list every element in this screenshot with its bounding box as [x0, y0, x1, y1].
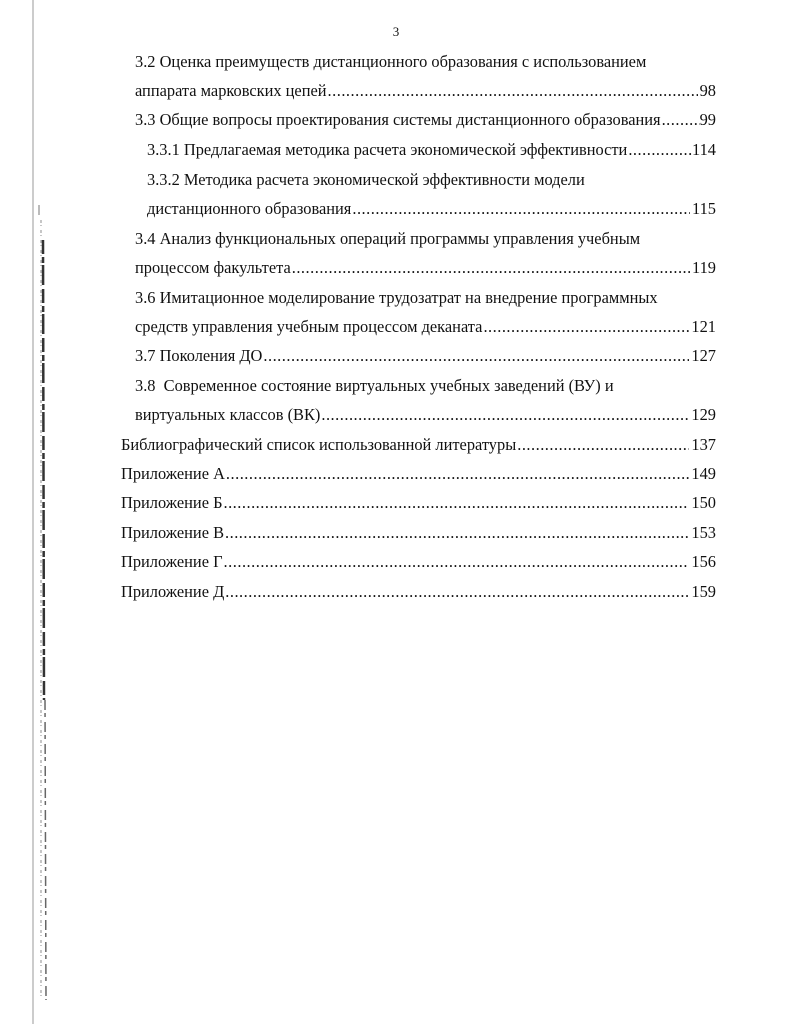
toc-page-number: 119	[692, 258, 716, 277]
toc-entry-appendix-v	[121, 521, 716, 545]
toc-entry-text: Приложение Б	[121, 493, 223, 512]
toc-entry-3-4-line2	[135, 256, 716, 280]
toc-entry-bibliography	[121, 433, 716, 457]
toc-entry-3-2-line1	[135, 50, 675, 74]
toc-page-number: 99	[699, 110, 716, 129]
toc-entry-text: 3.3.2 Методика расчета экономической эффективности модели	[147, 170, 585, 189]
toc-entry-text: Приложение В	[121, 523, 225, 542]
dot-leader	[662, 108, 700, 132]
scan-binding-edge	[30, 0, 52, 1024]
toc-entry-text: аппарата марковских цепей	[135, 81, 327, 100]
toc-entry-text: 3.7 Поколения ДО	[135, 346, 263, 365]
toc-page-number: 114	[692, 140, 716, 159]
toc-entry-text: средств управления учебным процессом деканата	[135, 317, 483, 336]
toc-page-number: 153	[691, 523, 716, 542]
dot-leader	[226, 462, 690, 486]
toc-page-number: 137	[691, 435, 716, 454]
toc-entry-3-7	[135, 344, 716, 368]
toc-entry-text: Приложение Г	[121, 552, 223, 571]
toc-entry-text: Библиографический список использованной литературы	[121, 435, 517, 454]
toc-entry-3-6-line1	[135, 286, 710, 310]
toc-entry-text: процессом факультета	[135, 258, 291, 277]
toc-entry-3-3-2-line1	[147, 168, 647, 192]
dot-leader	[352, 197, 690, 221]
toc-entry-text: Приложение Д	[121, 582, 225, 601]
toc-page-number: 150	[691, 493, 716, 512]
dot-leader	[263, 344, 689, 368]
toc-entry-3-3	[135, 108, 716, 132]
toc-page-number: 156	[691, 552, 716, 571]
toc-entry-3-8-line2	[135, 403, 716, 427]
toc-page-number: 121	[691, 317, 716, 336]
page-number: 3	[392, 24, 400, 39]
dot-leader	[224, 550, 690, 574]
toc-entry-appendix-d	[121, 580, 716, 604]
toc-page-number: 115	[692, 199, 716, 218]
toc-entry-text: 3.2 Оценка преимуществ дистанционного образования с использованием	[135, 52, 647, 71]
toc-entry-text: дистанционного образования	[147, 199, 352, 218]
toc-entry-text: 3.3 Общие вопросы проектирования системы дистанционного образования	[135, 110, 661, 129]
toc-entry-appendix-g	[121, 550, 716, 574]
toc-entry-text: виртуальных классов (ВК)	[135, 405, 321, 424]
toc-page-number: 149	[691, 464, 716, 483]
toc-entry-text: 3.4 Анализ функциональных операций программы управления учебным	[135, 229, 641, 248]
toc-entry-text: 3.8 Современное состояние виртуальных учебных заведений (ВУ) и	[135, 376, 614, 395]
dot-leader	[517, 433, 689, 457]
toc-entry-3-3-2-line2	[147, 197, 716, 221]
toc-entry-text: 3.6 Имитационное моделирование трудозатрат на внедрение программных	[135, 288, 658, 307]
toc-entry-3-3-1	[147, 138, 716, 162]
toc-page-number: 129	[691, 405, 716, 424]
dot-leader	[292, 256, 690, 280]
toc-entry-3-6-line2	[135, 315, 716, 339]
dot-leader	[225, 580, 689, 604]
dot-leader	[321, 403, 689, 427]
toc-page-number: 159	[691, 582, 716, 601]
dot-leader	[483, 315, 689, 339]
toc-entry-appendix-b	[121, 491, 716, 515]
dot-leader	[328, 79, 698, 103]
toc-entry-3-2-line2	[135, 79, 716, 103]
toc-page-number: 127	[691, 346, 716, 365]
toc-entry-appendix-a	[121, 462, 716, 486]
toc-entry-text: Приложение А	[121, 464, 225, 483]
toc-entry-3-8-line1	[135, 374, 695, 398]
dot-leader	[225, 521, 689, 545]
toc-entry-3-4-line1	[135, 227, 685, 251]
dot-leader	[223, 491, 689, 515]
toc-page-number: 98	[699, 81, 716, 100]
toc-entry-text: 3.3.1 Предлагаемая методика расчета экономической эффективности	[147, 140, 628, 159]
dot-leader	[628, 138, 692, 162]
